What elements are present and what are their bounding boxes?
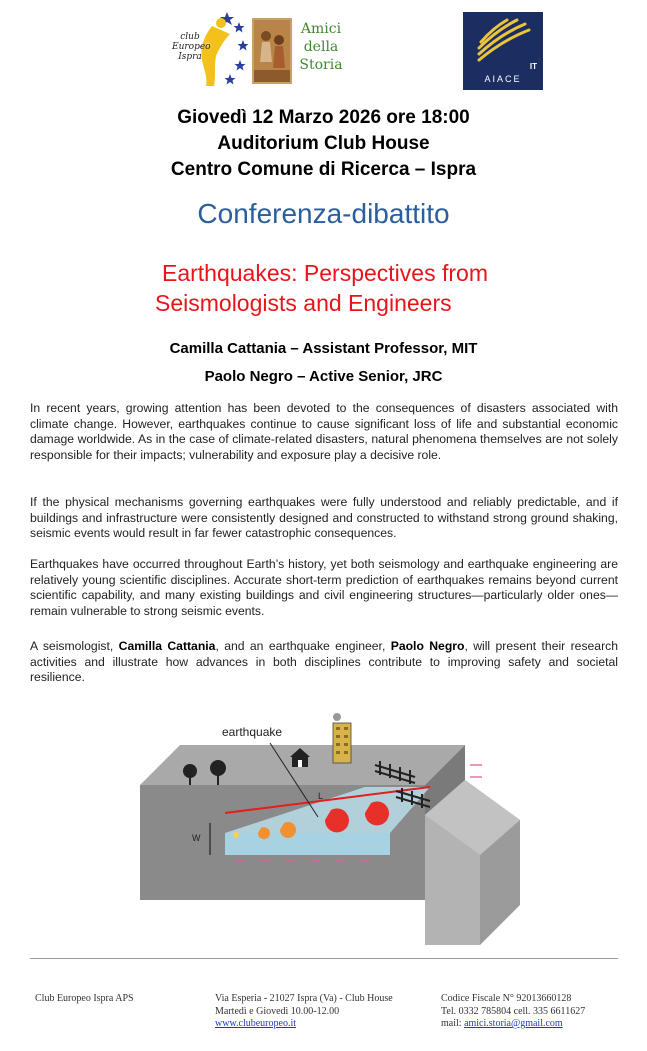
paragraph-2: If the physical mechanisms governing earthquakes were fully understood and reliably predictable, and if buildings and infrastructure were consistently designed and constructed to withstand strong ground shaking, seismic events would result in far fewer catastrophic consequences. xyxy=(30,495,618,541)
footer-divider xyxy=(30,958,618,959)
aiace-name: AIACE xyxy=(484,74,522,84)
conference-subtitle: Conferenza-dibattito xyxy=(197,198,450,229)
earthquake-fault-diagram xyxy=(140,705,520,950)
club-logo-word-3: Ispra xyxy=(178,52,202,62)
club-europeo-logo xyxy=(142,8,250,90)
aiace-it-label: IT xyxy=(529,62,537,71)
p4-speaker-2: Paolo Negro xyxy=(390,639,465,653)
event-venue: Auditorium Club House xyxy=(217,133,430,154)
footer-website-link[interactable]: www.clubeuropeo.it xyxy=(215,1018,296,1029)
aiace-logo xyxy=(463,12,543,90)
footer-email-link[interactable]: amici.storia@gmail.com xyxy=(464,1018,563,1029)
club-logo-word-1: club xyxy=(180,32,200,42)
footer-address: Via Esperia - 21027 Ispra (Va) - Club House xyxy=(215,993,393,1004)
p4-end: , will present their research activities and illustrate how advances in both disciplines contribute to improving safety and societal resilience. xyxy=(30,639,619,685)
earthquake-label: earthquake xyxy=(222,725,283,739)
talk-title-line-2: Seismologists and Engineers xyxy=(155,290,452,316)
footer-address-block xyxy=(215,993,393,1031)
p4-middle: , and an earthquake engineer, xyxy=(215,639,391,653)
length-label: L xyxy=(318,791,324,801)
footer-contact-block xyxy=(441,993,585,1031)
paragraph-3: Earthquakes have occurred throughout Earth’s history, yet both seismology and earthquake engineering are relatively young scientific disciplines. Accurate short-term prediction of earthquakes remains beyond current scientific capability, and many existing buildings and civil engineering structures—particularly older ones—remain vulnerable to strong seismic events. xyxy=(30,557,618,618)
paragraph-4 xyxy=(30,639,618,686)
footer-hours: Martedì e Giovedì 10.00-12.00 xyxy=(215,1005,340,1017)
footer-tax-code: Codice Fiscale N° 92013660128 xyxy=(441,993,572,1004)
speaker-1: Camilla Cattania – Assistant Professor, MIT xyxy=(169,340,478,357)
event-place: Centro Comune di Ricerca – Ispra xyxy=(170,159,477,180)
talk-title-line-1: Earthquakes: Perspectives from xyxy=(162,260,488,286)
amici-della-storia-logo xyxy=(250,14,346,86)
amici-word-2: della xyxy=(303,39,339,55)
speaker-2: Paolo Negro – Active Senior, JRC xyxy=(204,368,443,385)
amici-word-3: Storia xyxy=(299,57,343,73)
amici-painting-image xyxy=(252,18,292,84)
event-date: Giovedì 12 Marzo 2026 ore 18:00 xyxy=(177,107,470,128)
tower-building-icon xyxy=(333,713,351,763)
amici-word-1: Amici xyxy=(300,21,342,37)
p4-intro: A seismologist, xyxy=(30,639,119,653)
footer-org-name: Club Europeo Ispra APS xyxy=(35,993,134,1004)
footer-mail-label: mail: xyxy=(441,1018,465,1029)
paragraph-1: In recent years, growing attention has been devoted to the consequences of disasters associated with climate change. However, earthquakes continue to cause significant loss of life and substantial economic damage worldwide. As in the case of climate-related disasters, natural phenomena themselves are not solely responsible for their impacts; vulnerability and exposure play a decisive role. xyxy=(30,401,618,462)
footer-phone: Tel. 0332 785804 cell. 335 6611627 xyxy=(441,1005,586,1017)
club-logo-word-2: Europeo xyxy=(172,42,211,52)
width-label: W xyxy=(192,833,201,843)
fault-plane-front xyxy=(225,833,390,855)
p4-speaker-1: Camilla Cattania xyxy=(118,639,216,653)
